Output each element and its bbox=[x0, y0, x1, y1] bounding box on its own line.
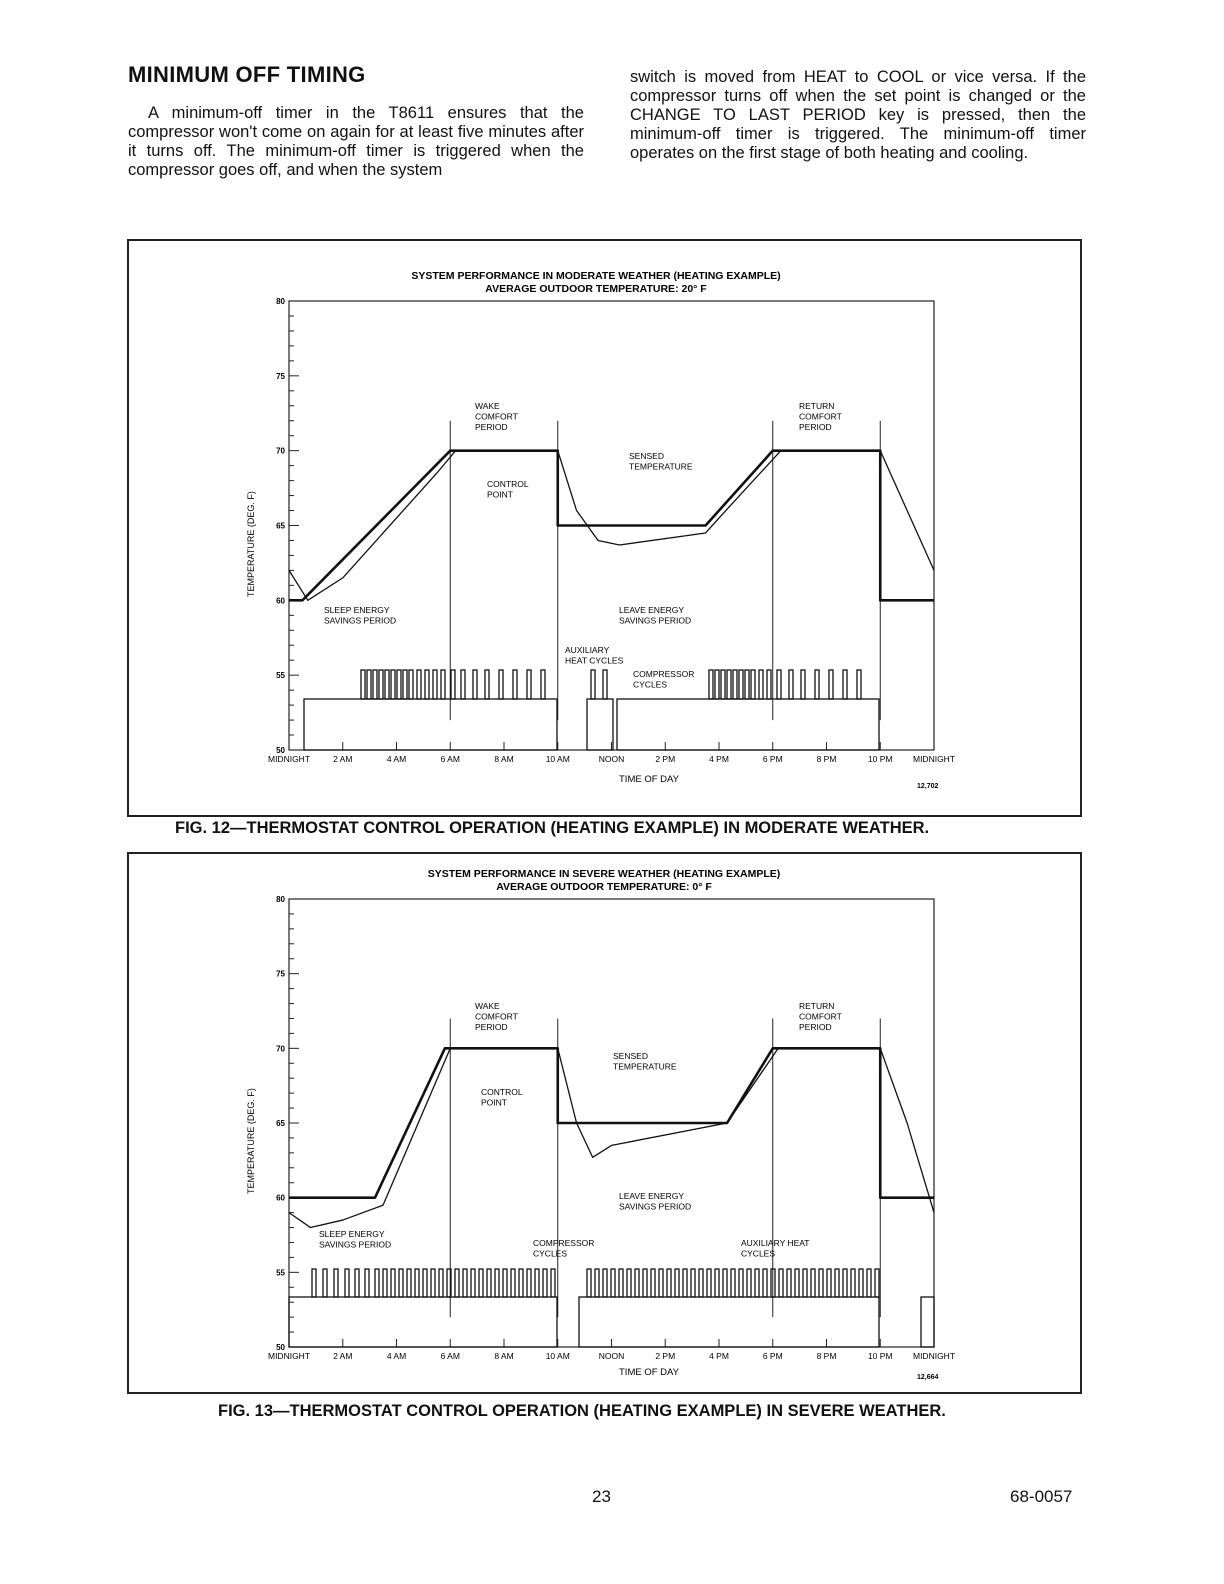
sleep-savings-label: SLEEP ENERGY bbox=[324, 605, 390, 615]
compressor-cycles-label: COMPRESSOR bbox=[633, 669, 695, 679]
aux-heat-pulse bbox=[487, 1269, 491, 1297]
paragraph-left-column: A minimum-off timer in the T8611 ensures that the compressor won't come on again for at least five minutes after it turns off. The minimum-off timer is triggered when the compressor goes off, and when the system bbox=[128, 104, 584, 179]
aux-heat-pulse bbox=[675, 1269, 679, 1297]
aux-heat-pulse bbox=[829, 670, 833, 699]
aux-heat-pulse bbox=[643, 1269, 647, 1297]
sensed-temperature-label: TEMPERATURE bbox=[629, 461, 693, 472]
sensed-temperature-label: TEMPERATURE bbox=[613, 1061, 677, 1072]
y-tick-label: 55 bbox=[276, 1268, 285, 1278]
plot-area bbox=[268, 895, 955, 1361]
sleep-savings-label: SLEEP ENERGY bbox=[319, 1229, 385, 1239]
x-tick-label: 4 PM bbox=[709, 754, 729, 764]
x-tick-label: 2 AM bbox=[333, 754, 353, 764]
wake-comfort-label: COMFORT bbox=[475, 1011, 518, 1022]
x-tick-label: 4 AM bbox=[386, 1351, 407, 1361]
aux-heat-pulse bbox=[747, 1269, 751, 1297]
wake-comfort-label: PERIOD bbox=[475, 1022, 508, 1032]
x-tick-label: 10 AM bbox=[545, 754, 570, 764]
leave-savings-label: SAVINGS PERIOD bbox=[619, 1201, 692, 1212]
x-tick-label: 4 AM bbox=[386, 754, 407, 764]
sensed-temperature-label: SENSED bbox=[629, 451, 664, 461]
x-tick-label: 6 PM bbox=[762, 754, 783, 764]
aux-heat-pulse bbox=[627, 1269, 631, 1297]
aux-heat-pulse bbox=[721, 670, 725, 699]
aux-heat-pulse bbox=[603, 1269, 607, 1297]
sleep-savings-label: SAVINGS PERIOD bbox=[324, 615, 397, 626]
aux-heat-pulse bbox=[345, 1269, 349, 1297]
figure-12-caption: FIG. 12—THERMOSTAT CONTROL OPERATION (HEATING EXAMPLE) IN MODERATE WEATHER. bbox=[175, 819, 930, 837]
sleep-savings-label: SAVINGS PERIOD bbox=[319, 1239, 392, 1250]
aux-heat-pulse bbox=[513, 670, 517, 699]
aux-heat-pulse bbox=[715, 670, 719, 699]
x-tick-label: NOON bbox=[598, 754, 625, 764]
aux-heat-pulse bbox=[683, 1269, 687, 1297]
aux-heat-pulse bbox=[485, 670, 489, 699]
aux-heat-pulse bbox=[417, 670, 421, 699]
aux-heat-pulse bbox=[541, 670, 545, 699]
aux-heat-pulse bbox=[715, 1269, 719, 1297]
y-axis-label: TEMPERATURE (DEG. F) bbox=[246, 491, 256, 597]
page-number: 23 bbox=[592, 1487, 611, 1506]
figure-12-box bbox=[127, 239, 1082, 817]
compressor-cycles-label: CYCLES bbox=[633, 679, 668, 690]
section-heading: MINIMUM OFF TIMING bbox=[128, 62, 366, 87]
return-comfort-label: PERIOD bbox=[799, 422, 832, 432]
aux-heat-pulse bbox=[365, 1269, 369, 1297]
aux-heat-pulse bbox=[473, 670, 477, 699]
aux-heat-pulse bbox=[391, 1269, 395, 1297]
compressor-cycle-block bbox=[587, 699, 613, 750]
x-tick-label: 8 PM bbox=[816, 1351, 837, 1361]
x-tick-label: 8 PM bbox=[816, 754, 837, 764]
aux-heat-pulse bbox=[397, 670, 401, 699]
aux-heat-pulse bbox=[511, 1269, 515, 1297]
x-tick-label: MIDNIGHT bbox=[267, 1351, 311, 1361]
aux-heat-pulse bbox=[691, 1269, 695, 1297]
return-comfort-label: RETURN bbox=[799, 1001, 835, 1011]
aux-heat-pulse bbox=[739, 670, 743, 699]
aux-heat-pulse bbox=[843, 670, 847, 699]
aux-heat-pulse bbox=[611, 1269, 615, 1297]
aux-heat-pulse bbox=[587, 1269, 591, 1297]
aux-heat-pulse bbox=[367, 670, 371, 699]
compressor-cycles-label: CYCLES bbox=[533, 1248, 568, 1259]
aux-heat-pulse bbox=[603, 670, 607, 699]
aux-heat-pulse bbox=[795, 1269, 799, 1297]
aux-heat-pulse bbox=[651, 1269, 655, 1297]
figure-id: 12,664 bbox=[917, 1374, 939, 1381]
aux-heat-pulse bbox=[451, 670, 455, 699]
aux-heat-pulse bbox=[399, 1269, 403, 1297]
aux-heat-pulse bbox=[811, 1269, 815, 1297]
return-comfort-label: COMFORT bbox=[799, 1011, 842, 1022]
aux-heat-pulse bbox=[789, 670, 793, 699]
y-tick-label: 60 bbox=[276, 596, 285, 606]
x-tick-label: 2 AM bbox=[333, 1351, 353, 1361]
aux-heat-pulse bbox=[471, 1269, 475, 1297]
aux-heat-pulse bbox=[659, 1269, 663, 1297]
aux-heat-pulse bbox=[312, 1269, 316, 1297]
aux-heat-pulse bbox=[731, 1269, 735, 1297]
sensed-temperature-line bbox=[289, 1048, 934, 1227]
aux-heat-pulse bbox=[383, 1269, 387, 1297]
aux-heat-pulse bbox=[391, 670, 395, 699]
aux-heat-pulse bbox=[763, 1269, 767, 1297]
aux-heat-pulse bbox=[479, 1269, 483, 1297]
aux-heat-pulse bbox=[463, 1269, 467, 1297]
leave-savings-label: SAVINGS PERIOD bbox=[619, 615, 692, 626]
aux-heat-pulse bbox=[447, 1269, 451, 1297]
x-tick-label: 6 PM bbox=[762, 1351, 783, 1361]
aux-heat-pulse bbox=[739, 1269, 743, 1297]
x-tick-label: 10 AM bbox=[545, 1351, 570, 1361]
aux-heat-pulse bbox=[707, 1269, 711, 1297]
aux-heat-pulse bbox=[455, 1269, 459, 1297]
aux-heat-pulse bbox=[379, 670, 383, 699]
x-tick-label: 6 AM bbox=[440, 754, 460, 764]
y-tick-label: 70 bbox=[276, 446, 285, 456]
x-tick-label: 2 PM bbox=[655, 754, 676, 764]
y-tick-label: 50 bbox=[276, 1343, 285, 1352]
aux-heat-pulse bbox=[745, 670, 749, 699]
aux-heat-pulse bbox=[755, 1269, 759, 1297]
return-comfort-label: RETURN bbox=[799, 401, 835, 411]
aux-heat-label: HEAT CYCLES bbox=[565, 655, 624, 666]
y-tick-label: 60 bbox=[276, 1193, 285, 1203]
aux-heat-pulse bbox=[779, 1269, 783, 1297]
chart-title-line2: AVERAGE OUTDOOR TEMPERATURE: 20° F bbox=[485, 283, 707, 295]
y-tick-label: 70 bbox=[276, 1044, 285, 1054]
figure-12-chart bbox=[129, 241, 1080, 815]
aux-heat-pulse bbox=[699, 1269, 703, 1297]
chart-title-line1: SYSTEM PERFORMANCE IN MODERATE WEATHER (HEATING EXAMPLE) bbox=[411, 270, 781, 282]
aux-heat-pulse bbox=[441, 670, 445, 699]
compressor-cycle-block bbox=[617, 699, 879, 750]
y-axis-label: TEMPERATURE (DEG. F) bbox=[246, 1088, 256, 1194]
aux-heat-label: AUXILIARY bbox=[565, 645, 610, 655]
plot-area bbox=[268, 297, 955, 764]
figure-13-caption: FIG. 13—THERMOSTAT CONTROL OPERATION (HEATING EXAMPLE) IN SEVERE WEATHER. bbox=[218, 1402, 946, 1420]
return-comfort-label: PERIOD bbox=[799, 1022, 832, 1032]
aux-heat-pulse bbox=[635, 1269, 639, 1297]
aux-heat-pulse bbox=[373, 670, 377, 699]
aux-heat-label: AUXILIARY HEAT bbox=[741, 1238, 810, 1248]
aux-heat-pulse bbox=[777, 670, 781, 699]
aux-heat-pulse bbox=[461, 670, 465, 699]
aux-heat-pulse bbox=[723, 1269, 727, 1297]
aux-heat-pulse bbox=[859, 1269, 863, 1297]
aux-heat-pulse bbox=[619, 1269, 623, 1297]
aux-heat-pulse bbox=[519, 1269, 523, 1297]
aux-heat-pulse bbox=[433, 670, 437, 699]
control-point-label: CONTROL bbox=[481, 1087, 523, 1097]
x-tick-label: MIDNIGHT bbox=[912, 754, 956, 764]
x-tick-label: MIDNIGHT bbox=[912, 1351, 956, 1361]
compressor-cycle-block bbox=[289, 1297, 557, 1347]
aux-heat-pulse bbox=[543, 1269, 547, 1297]
aux-heat-pulse bbox=[403, 670, 407, 699]
control-point-label: POINT bbox=[487, 489, 513, 500]
aux-heat-pulse bbox=[334, 1269, 338, 1297]
aux-heat-pulse bbox=[709, 670, 713, 699]
aux-heat-pulse bbox=[591, 670, 595, 699]
aux-heat-pulse bbox=[535, 1269, 539, 1297]
aux-heat-pulse bbox=[843, 1269, 847, 1297]
compressor-cycle-block bbox=[304, 699, 557, 750]
y-tick-label: 75 bbox=[276, 969, 285, 979]
control-point-line bbox=[289, 451, 934, 601]
y-tick-label: 80 bbox=[276, 297, 285, 306]
aux-heat-pulse bbox=[751, 670, 755, 699]
x-axis-label: TIME OF DAY bbox=[619, 1367, 679, 1378]
figure-13-box bbox=[127, 852, 1082, 1394]
aux-heat-pulse bbox=[767, 670, 771, 699]
aux-heat-pulse bbox=[355, 1269, 359, 1297]
aux-heat-pulse bbox=[667, 1269, 671, 1297]
leave-savings-label: LEAVE ENERGY bbox=[619, 605, 685, 615]
compressor-cycle-block bbox=[921, 1297, 934, 1347]
aux-heat-pulse bbox=[415, 1269, 419, 1297]
aux-heat-pulse bbox=[851, 1269, 855, 1297]
aux-heat-pulse bbox=[727, 670, 731, 699]
document-number: 68-0057 bbox=[1010, 1487, 1073, 1506]
x-tick-label: 8 AM bbox=[494, 754, 514, 764]
figure-id: 12,702 bbox=[917, 783, 939, 790]
y-tick-label: 65 bbox=[276, 521, 285, 531]
wake-comfort-label: WAKE bbox=[475, 1001, 500, 1011]
chart-title-line2: AVERAGE OUTDOOR TEMPERATURE: 0° F bbox=[496, 881, 712, 893]
aux-heat-pulse bbox=[425, 670, 429, 699]
aux-heat-pulse bbox=[409, 670, 413, 699]
x-tick-label: NOON bbox=[598, 1351, 625, 1361]
y-tick-label: 65 bbox=[276, 1119, 285, 1128]
return-comfort-label: COMFORT bbox=[799, 411, 842, 422]
aux-heat-pulse bbox=[835, 1269, 839, 1297]
x-tick-label: 10 PM bbox=[867, 1351, 893, 1361]
control-point-label: CONTROL bbox=[487, 479, 529, 489]
figure-13-chart bbox=[129, 854, 1080, 1392]
aux-heat-pulse bbox=[595, 1269, 599, 1297]
aux-heat-pulse bbox=[857, 670, 861, 699]
aux-heat-pulse bbox=[867, 1269, 871, 1297]
compressor-cycles-label: COMPRESSOR bbox=[533, 1238, 595, 1248]
aux-heat-pulse bbox=[827, 1269, 831, 1297]
aux-heat-pulse bbox=[803, 1269, 807, 1297]
aux-heat-pulse bbox=[499, 670, 503, 699]
aux-heat-pulse bbox=[527, 1269, 531, 1297]
control-point-label: POINT bbox=[481, 1097, 507, 1108]
x-axis-label: TIME OF DAY bbox=[619, 774, 679, 785]
aux-heat-pulse bbox=[423, 1269, 427, 1297]
y-tick-label: 80 bbox=[276, 895, 285, 904]
aux-heat-pulse bbox=[375, 1269, 379, 1297]
paragraph-right-column: switch is moved from HEAT to COOL or vice versa. If the compressor turns off when the set point is changed or the CHANGE TO LAST PERIOD key is pressed, then the minimum-off timer is triggered. The minimum-off timer operates on the first stage of both heating and cooling. bbox=[630, 68, 1086, 162]
sensed-temperature-label: SENSED bbox=[613, 1051, 648, 1061]
x-tick-label: 2 PM bbox=[655, 1351, 676, 1361]
y-tick-label: 50 bbox=[276, 746, 285, 755]
aux-heat-pulse bbox=[503, 1269, 507, 1297]
x-tick-label: 6 AM bbox=[440, 1351, 460, 1361]
control-point-line bbox=[289, 1048, 934, 1197]
aux-heat-pulse bbox=[801, 670, 805, 699]
aux-heat-pulse bbox=[759, 670, 763, 699]
y-tick-label: 55 bbox=[276, 671, 285, 681]
y-tick-label: 75 bbox=[276, 371, 285, 381]
aux-heat-pulse bbox=[875, 1269, 879, 1297]
aux-heat-pulse bbox=[407, 1269, 411, 1297]
aux-heat-pulse bbox=[431, 1269, 435, 1297]
aux-heat-pulse bbox=[733, 670, 737, 699]
wake-comfort-label: COMFORT bbox=[475, 411, 518, 422]
aux-heat-pulse bbox=[385, 670, 389, 699]
chart-title-line1: SYSTEM PERFORMANCE IN SEVERE WEATHER (HEATING EXAMPLE) bbox=[427, 868, 781, 880]
aux-heat-pulse bbox=[361, 670, 365, 699]
x-tick-label: MIDNIGHT bbox=[267, 754, 311, 764]
x-tick-label: 8 AM bbox=[494, 1351, 514, 1361]
wake-comfort-label: PERIOD bbox=[475, 422, 508, 432]
aux-heat-pulse bbox=[815, 670, 819, 699]
aux-heat-pulse bbox=[439, 1269, 443, 1297]
x-tick-label: 10 PM bbox=[867, 754, 893, 764]
aux-heat-pulse bbox=[551, 1269, 555, 1297]
aux-heat-pulse bbox=[819, 1269, 823, 1297]
aux-heat-pulse bbox=[323, 1269, 327, 1297]
aux-heat-pulse bbox=[787, 1269, 791, 1297]
aux-heat-label: CYCLES bbox=[741, 1248, 776, 1259]
x-tick-label: 4 PM bbox=[709, 1351, 729, 1361]
leave-savings-label: LEAVE ENERGY bbox=[619, 1191, 685, 1201]
wake-comfort-label: WAKE bbox=[475, 401, 500, 411]
compressor-cycle-block bbox=[579, 1297, 879, 1347]
aux-heat-pulse bbox=[495, 1269, 499, 1297]
aux-heat-pulse bbox=[527, 670, 531, 699]
